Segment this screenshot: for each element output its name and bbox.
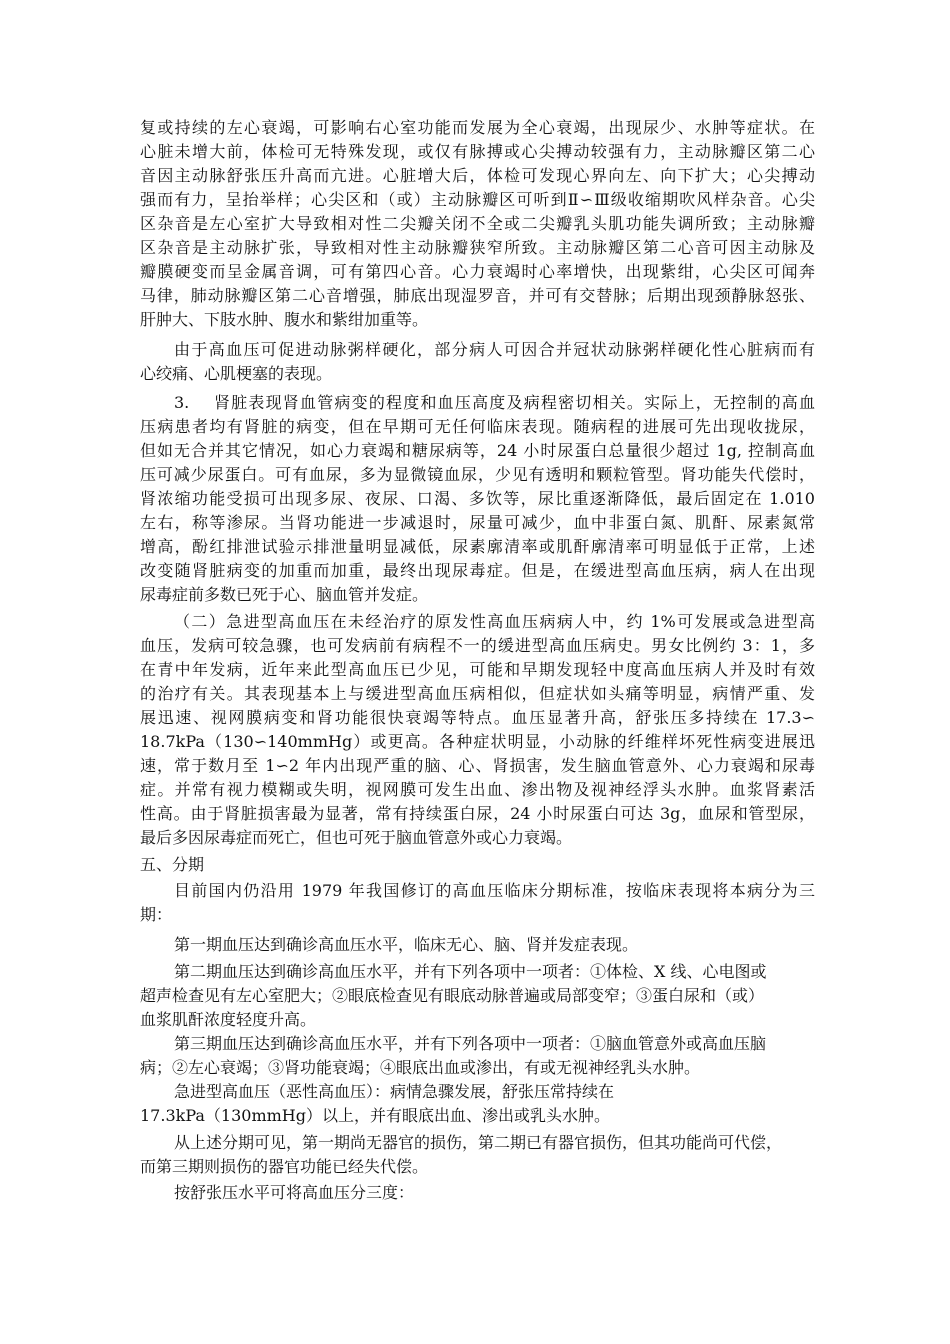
text-line: 左右，称等渗尿。当肾功能进一步减退时，尿量可减少，血中非蛋白氮、肌酐、尿素氮常 (140, 513, 815, 532)
text-line: 肝肿大、下肢水肿、腹水和紫绀加重等。 (140, 310, 429, 329)
text-line: 超声检查见有左心室肥大；②眼底检查见有眼底动脉普遍或局部变窄；③蛋白尿和（或） (140, 986, 765, 1005)
text-line: 尿毒症前多数已死于心、脑血管并发症。 (140, 585, 429, 604)
text-line: 区杂音是主动脉扩张，导致相对性主动脉瓣狭窄所致。主动脉瓣区第二心音可因主动脉及 (140, 238, 815, 257)
text-line: 由于高血压可促进动脉粥样硬化，部分病人可因合并冠状动脉粥样硬化性心脏病而有 (174, 340, 815, 359)
text-line: 17.3kPa（130mmHg）以上，并有眼底出血、渗出或乳头水肿。 (140, 1106, 610, 1125)
text-line: 目前国内仍沿用 1979 年我国修订的高血压临床分期标准，按临床表现将本病分为三 (174, 881, 815, 900)
text-line: 第三期血压达到确诊高血压水平，并有下列各项中一项者：①脑血管意外或高血压脑 (174, 1034, 767, 1053)
text-line: 速，常于数月至 1∽2 年内出现严重的脑、心、肾损害，发生脑血管意外、心力衰竭和尿毒 (140, 756, 815, 775)
text-line: 最后多因尿毒症而死亡，但也可死于脑血管意外或心力衰竭。 (140, 828, 573, 847)
text-line: 按舒张压水平可将高血压分三度： (174, 1183, 415, 1202)
text-line: 心绞痛、心肌梗塞的表现。 (140, 364, 333, 383)
text-line: 强而有力，呈抬举样；心尖区和（或）主动脉瓣区可听到Ⅱ∽Ⅲ级收缩期吹风样杂音。心尖 (140, 190, 815, 209)
text-line: 血浆肌酐浓度轻度升高。 (140, 1010, 317, 1029)
text-line: 马律，肺动脉瓣区第二心音增强，肺底出现湿罗音，并可有交替脉；后期出现颈静脉怒张、 (140, 286, 815, 305)
text-line: 性高。由于肾脏损害最为显著，常有持续蛋白尿，24 小时尿蛋白可达 3g，血尿和管型尿， (140, 804, 815, 823)
text-line: 音因主动脉舒张压升高而亢进。心脏增大后，体检可发现心界向左、向下扩大；心尖搏动 (140, 166, 815, 185)
text-line: 病；②左心衰竭；③肾功能衰竭；④眼底出血或渗出，有或无视神经乳头水肿。 (140, 1058, 701, 1077)
text-line: 但如无合并其它情况，如心力衰竭和糖尿病等，24 小时尿蛋白总量很少超过 1g, 控制高血 (140, 441, 815, 460)
text-line: 压病患者均有肾脏的病变，但在早期可无任何临床表现。随病程的进展可先出现收拢尿， (140, 417, 815, 436)
text-line: 期： (140, 905, 173, 924)
text-line: 第二期血压达到确诊高血压水平，并有下列各项中一项者：①体检、X 线、心电图或 (174, 962, 767, 981)
text-line: 3. 肾脏表现肾血管病变的程度和血压高度及病程密切相关。实际上，无控制的高血 (174, 393, 815, 412)
text-line: 18.7kPa（130∽140mmHg）或更高。各种症状明显，小动脉的纤维样坏死性病变进展迅 (140, 732, 815, 751)
text-line: 的治疗有关。其表现基本上与缓进型高血压病相似，但症状如头痛等明显，病情严重、发 (140, 684, 815, 703)
text-line: 增高，酚红排泄试验示排泄量明显减低，尿素廓清率或肌酐廓清率可明显低于正常，上述 (140, 537, 815, 556)
text-line: 压可减少尿蛋白。可有血尿，多为显微镜血尿，少见有透明和颗粒管型。肾功能失代偿时， (140, 465, 815, 484)
text-line: 瓣膜硬变而呈金属音调，可有第四心音。心力衰竭时心率增快，出现紫绀，心尖区可闻奔 (140, 262, 815, 281)
text-line: 心脏未增大前，体检可无特殊发现，或仅有脉搏或心尖搏动较强有力，主动脉瓣区第二心 (140, 142, 815, 161)
text-line: 在青中年发病，近年来此型高血压已少见，可能和早期发现轻中度高血压病人并及时有效 (140, 660, 815, 679)
text-line: 从上述分期可见，第一期尚无器官的损伤，第二期已有器官损伤，但其功能尚可代偿， (174, 1133, 783, 1152)
text-line: 改变随肾脏病变的加重而加重，最终出现尿毒症。但是，在缓进型高血压病，病人在出现 (140, 561, 815, 580)
text-line: 而第三期则损伤的器官功能已经失代偿。 (140, 1157, 429, 1176)
text-line: 肾浓缩功能受损可出现多尿、夜尿、口渴、多饮等，尿比重逐渐降低，最后固定在 1.010 (140, 489, 815, 508)
text-line: （二）急进型高血压在未经治疗的原发性高血压病病人中，约 1%可发展或急进型高 (174, 612, 815, 631)
text-line: 血压，发病可较急骤，也可发病前有病程不一的缓进型高血压病史。男女比例约 3：1，多 (140, 636, 815, 655)
text-line: 症。并常有视力模糊或失明，视网膜可发生出血、渗出物及视神经浮头水肿。血浆肾素活 (140, 780, 815, 799)
text-line: 展迅速、视网膜病变和肾功能很快衰竭等特点。血压显著升高，舒张压多持续在 17.3∽ (140, 708, 815, 727)
text-line: 第一期血压达到确诊高血压水平，临床无心、脑、肾并发症表现。 (174, 935, 639, 954)
text-line: 急进型高血压（恶性高血压）：病情急骤发展，舒张压常持续在 (174, 1082, 615, 1101)
text-line: 区杂音是左心室扩大导致相对性二尖瓣关闭不全或二尖瓣乳头肌功能失调所致；主动脉瓣 (140, 214, 815, 233)
text-line: 复或持续的左心衰竭，可影响右心室功能而发展为全心衰竭，出现尿少、水肿等症状。在 (140, 118, 815, 137)
section-heading: 五、分期 (140, 855, 205, 874)
